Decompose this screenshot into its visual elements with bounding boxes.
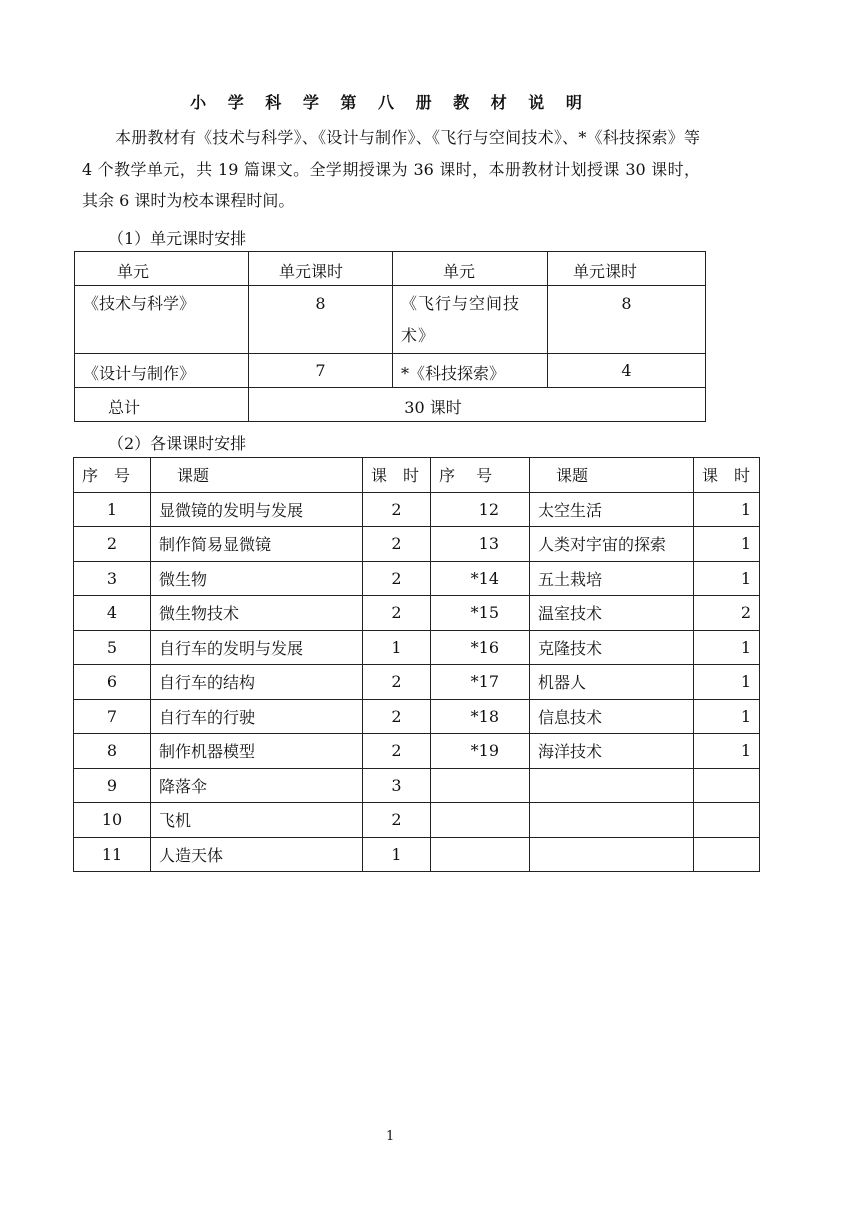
section1-heading: （1）单元课时安排 [108,229,247,248]
table-row [75,354,706,388]
table-row [74,734,760,769]
lesson-hours: 2 [363,596,431,631]
lesson-seq: 9 [74,768,151,803]
header-seq: 序 号 [74,458,151,493]
lesson-topic: 自行车的行驶 [151,699,363,734]
table-total-row [75,388,706,422]
lesson-topic: 人造天体 [151,837,363,872]
lesson-seq: 8 [74,734,151,769]
lesson-hours: 2 [363,665,431,700]
lesson-seq: 6 [74,665,151,700]
table-row [74,768,760,803]
lesson-topic: 太空生活 [530,492,694,527]
lesson-topic: 微生物技术 [151,596,363,631]
lesson-seq: *16 [431,630,530,665]
section2-heading: （2）各课课时安排 [108,434,247,453]
table-row [74,630,760,665]
lesson-hours: 2 [363,699,431,734]
header-seq: 序 号 [431,458,530,493]
lesson-hours: 1 [694,630,760,665]
lesson-seq [431,803,530,838]
header-topic: 课题 [530,458,694,493]
header-hours: 课 时 [694,458,760,493]
lesson-seq [431,837,530,872]
lesson-seq: 11 [74,837,151,872]
lesson-seq: 4 [74,596,151,631]
lesson-hours [694,768,760,803]
lesson-seq: *19 [431,734,530,769]
table-row [74,492,760,527]
lesson-hours: 1 [694,734,760,769]
lesson-seq: *18 [431,699,530,734]
lesson-topic: 显微镜的发明与发展 [151,492,363,527]
table-header-row [75,252,706,286]
lesson-hours: 1 [694,492,760,527]
lesson-seq: 3 [74,561,151,596]
lesson-topic: 机器人 [530,665,694,700]
header-unit: 单元 [393,252,548,286]
lesson-hours [694,837,760,872]
lesson-seq: 2 [74,527,151,562]
lesson-hours: 1 [694,665,760,700]
table-row [74,837,760,872]
lesson-topic: 温室技术 [530,596,694,631]
lesson-topic: 克隆技术 [530,630,694,665]
table-header-row [74,458,760,493]
table-row [75,286,706,354]
table-row [74,699,760,734]
lesson-hours: 3 [363,768,431,803]
unit-hours: 8 [249,286,393,354]
table-row [74,803,760,838]
lesson-topic [530,803,694,838]
header-hours: 课 时 [363,458,431,493]
lesson-topic: 飞机 [151,803,363,838]
unit-hours: 4 [548,354,706,388]
lesson-hours: 1 [363,630,431,665]
lesson-topic [530,768,694,803]
lesson-topic: 海洋技术 [530,734,694,769]
lesson-hours: 1 [694,527,760,562]
unit-hours: 7 [249,354,393,388]
lesson-seq: 10 [74,803,151,838]
header-topic: 课题 [151,458,363,493]
table-row [74,596,760,631]
lesson-seq: 13 [431,527,530,562]
lesson-seq: 1 [74,492,151,527]
lesson-hours: 2 [363,492,431,527]
page-number: 1 [386,1129,395,1144]
unit-name: *《科技探索》 [393,354,548,388]
lesson-topic: 五土栽培 [530,561,694,596]
lesson-hours: 1 [363,837,431,872]
lesson-topic: 信息技术 [530,699,694,734]
total-value: 30 课时 [249,388,706,422]
lesson-topic: 降落伞 [151,768,363,803]
lesson-hours-table [73,457,760,872]
lesson-seq: 12 [431,492,530,527]
lesson-hours: 2 [694,596,760,631]
lesson-hours: 1 [694,561,760,596]
lesson-topic [530,837,694,872]
table-row [74,527,760,562]
lesson-topic: 自行车的发明与发展 [151,630,363,665]
lesson-seq: *17 [431,665,530,700]
header-unit-hours: 单元课时 [249,252,393,286]
lesson-topic: 自行车的结构 [151,665,363,700]
header-unit-hours: 单元课时 [548,252,706,286]
intro-paragraph: 本册教材有《技术与科学》、《设计与制作》、《飞行与空间技术》、*《科技探索》等 4 个教学单元，共 19 篇课文。全学期授课为 36 课时，本册教材计划授课 30 课时，其余 6 课时为校本课程时间。 [82,128,700,210]
lesson-hours: 2 [363,803,431,838]
lesson-seq: *15 [431,596,530,631]
lesson-seq: 7 [74,699,151,734]
lesson-hours: 2 [363,527,431,562]
lesson-seq: *14 [431,561,530,596]
header-unit: 单元 [75,252,249,286]
lesson-hours: 1 [694,699,760,734]
total-label: 总计 [75,388,249,422]
lesson-hours [694,803,760,838]
document-title: 小 学 科 学 第 八 册 教 材 说 明 [190,93,590,112]
unit-hours-table [74,251,706,422]
lesson-topic: 制作简易显微镜 [151,527,363,562]
lesson-seq: 5 [74,630,151,665]
lesson-topic: 人类对宇宙的探索 [530,527,694,562]
unit-name: 《设计与制作》 [75,354,249,388]
table-row [74,665,760,700]
unit-hours: 8 [548,286,706,354]
lesson-hours: 2 [363,561,431,596]
lesson-topic: 制作机器模型 [151,734,363,769]
lesson-topic: 微生物 [151,561,363,596]
unit-name: 《飞行与空间技术》 [393,286,548,354]
lesson-seq [431,768,530,803]
table-row [74,561,760,596]
unit-name: 《技术与科学》 [75,286,249,354]
lesson-hours: 2 [363,734,431,769]
